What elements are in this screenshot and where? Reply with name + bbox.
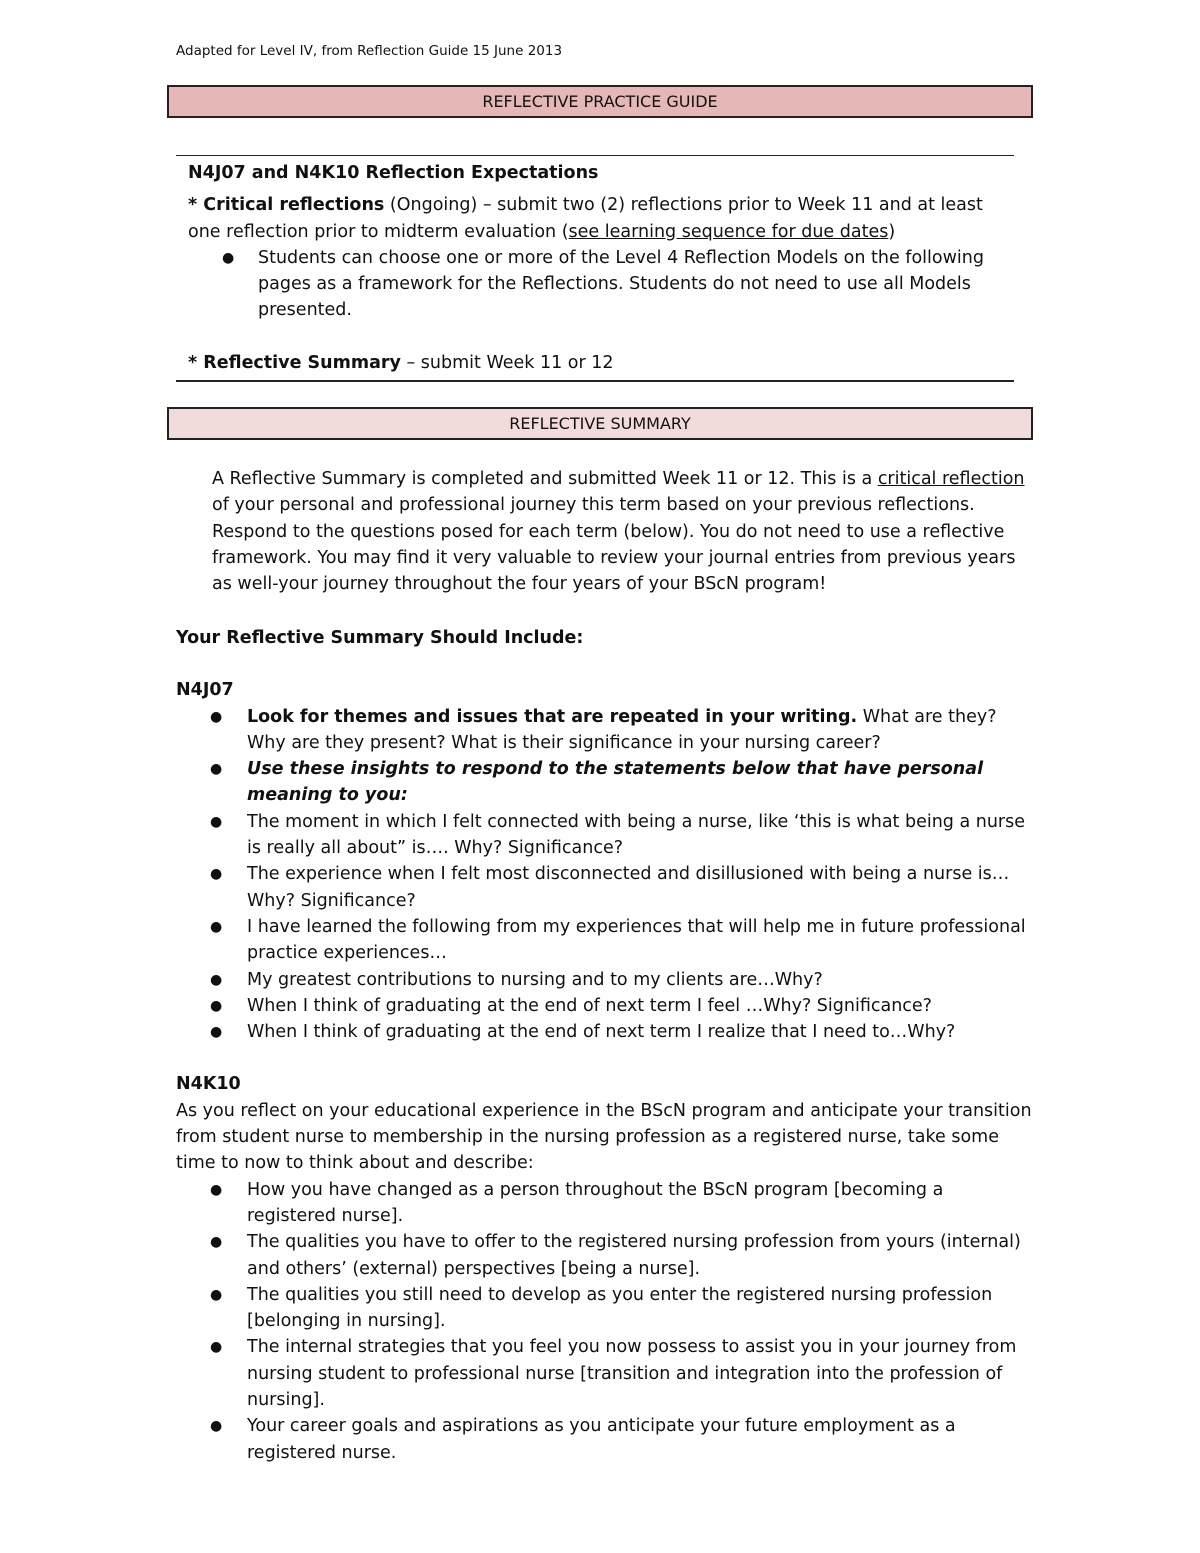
asterisk: * (188, 352, 204, 373)
list-item-text: Your career goals and aspirations as you anticipate your future employment as a registered nurse. (247, 1416, 956, 1463)
summary-title-banner (167, 407, 1033, 440)
insights-instruction: Use these insights to respond to the statements below that have personal meaning to you: (247, 759, 984, 806)
bullet-icon: ● (210, 1234, 223, 1251)
list-item-text: How you have changed as a person throughout the BScN program [becoming a registered nurse]. (247, 1179, 944, 1226)
summary-title: REFLECTIVE SUMMARY (509, 414, 691, 433)
critical-reflections-paragraph (188, 192, 1014, 245)
list-item (176, 1334, 1036, 1413)
page-header: Adapted for Level IV, from Reflection Guide 15 June 2013 (176, 43, 563, 59)
expectations-box (176, 155, 1014, 382)
n4k10-list (176, 1177, 1036, 1466)
guide-title: REFLECTIVE PRACTICE GUIDE (482, 92, 718, 111)
due-dates-link[interactable]: see learning sequence for due dates (568, 221, 889, 242)
list-item-text: The moment in which I felt connected with being a nurse, like ‘this is what being a nurse is really all about” is…. Why? Significance? (247, 811, 1026, 859)
include-heading: Your Reflective Summary Should Include: (176, 628, 584, 648)
reflective-summary-text: – submit Week 11 or 12 (400, 352, 614, 373)
list-item (176, 756, 1036, 809)
summary-intro-text-rest: of your personal and professional journey this term based on your previous reflections. Respond to the questions posed for each term (below). You do not need to use a reflective framework. You may find it very valuable to review your journal entries from previous years as well-your journey throughout the four years of your BScN program! (212, 495, 1016, 595)
bullet-icon: ● (210, 761, 223, 778)
main-content (176, 625, 1036, 1466)
list-item (188, 245, 1014, 324)
bullet-icon: ● (210, 813, 223, 830)
bullet-icon: ● (222, 249, 235, 266)
n4j07-list (176, 704, 1036, 1046)
bullet-icon: ● (210, 1181, 223, 1198)
summary-intro (212, 466, 1027, 597)
asterisk: * (188, 195, 204, 216)
bullet-icon: ● (210, 971, 223, 988)
n4k10-heading: N4K10 (176, 1074, 241, 1095)
bullet-icon: ● (210, 1286, 223, 1303)
list-item-text: When I think of graduating at the end of next term I realize that I need to…Why? (247, 1022, 956, 1043)
expectations-heading: N4J07 and N4K10 Reflection Expectations (188, 163, 599, 183)
close-paren: ) (888, 221, 896, 242)
summary-intro-text: A Reflective Summary is completed and submitted Week 11 or 12. This is a (212, 469, 878, 489)
themes-instruction: Look for themes and issues that are repeated in your writing. (247, 706, 858, 727)
n4k10-intro: As you reflect on your educational experience in the BScN program and anticipate your transition from student nurse to membership in the nursing profession as a registered nurse, take some time to now to think about and describe: (176, 1100, 1032, 1174)
bullet-icon: ● (210, 1339, 223, 1356)
critical-reflections-text: (Ongoing) – submit two (2) reflections prior to Week 11 and at least one reflection prior to midterm evaluation ( (188, 195, 983, 242)
list-item (176, 993, 1036, 1019)
list-item-text: The experience when I felt most disconnected and disillusioned with being a nurse is… Why? Significance? (247, 864, 1010, 911)
models-note: Students can choose one or more of the Level 4 Reflection Models on the following pages as a framework for the Reflections. Students do not need to use all Models presented. (258, 247, 984, 321)
bullet-icon: ● (210, 708, 223, 725)
bullet-icon: ● (210, 918, 223, 935)
list-item (176, 1413, 1036, 1466)
list-item-text: The qualities you have to offer to the registered nursing profession from yours (internal) and others’ (external) perspectives [being a nurse]. (247, 1232, 1021, 1279)
list-item (176, 861, 1036, 914)
bullet-icon: ● (210, 1024, 223, 1041)
bullet-icon: ● (210, 1418, 223, 1435)
critical-reflection-link[interactable]: critical reflection (877, 469, 1025, 489)
critical-reflections-label: Critical reflections (203, 195, 385, 216)
bullet-icon: ● (210, 997, 223, 1014)
list-item-text: My greatest contributions to nursing and to my clients are…Why? (247, 969, 823, 990)
list-item (176, 1019, 1036, 1045)
reflective-summary-label: Reflective Summary (203, 352, 401, 373)
list-item-text: The qualities you still need to develop as you enter the registered nursing profession [belonging in nursing]. (247, 1284, 993, 1332)
guide-title-banner (167, 85, 1033, 118)
list-item (176, 914, 1036, 967)
themes-questions: What are they? Why are they present? What is their significance in your nursing career? (247, 706, 997, 753)
list-item-text: The internal strategies that you feel you now possess to assist you in your journey from nursing student to professional nurse [transition and integration into the profession of nursing]. (247, 1337, 1017, 1411)
list-item-text: I have learned the following from my experiences that will help me in future professional practice experiences… (247, 916, 1026, 964)
reflective-summary-paragraph (188, 350, 1014, 376)
list-item (176, 967, 1036, 993)
list-item (176, 809, 1036, 862)
list-item-text: When I think of graduating at the end of next term I feel …Why? Significance? (247, 995, 932, 1016)
n4j07-heading: N4J07 (176, 680, 234, 701)
list-item (176, 1282, 1036, 1335)
list-item (176, 704, 1036, 757)
list-item (176, 1177, 1036, 1230)
bullet-icon: ● (210, 866, 223, 883)
list-item (176, 1229, 1036, 1282)
expectations-list (188, 245, 1014, 324)
